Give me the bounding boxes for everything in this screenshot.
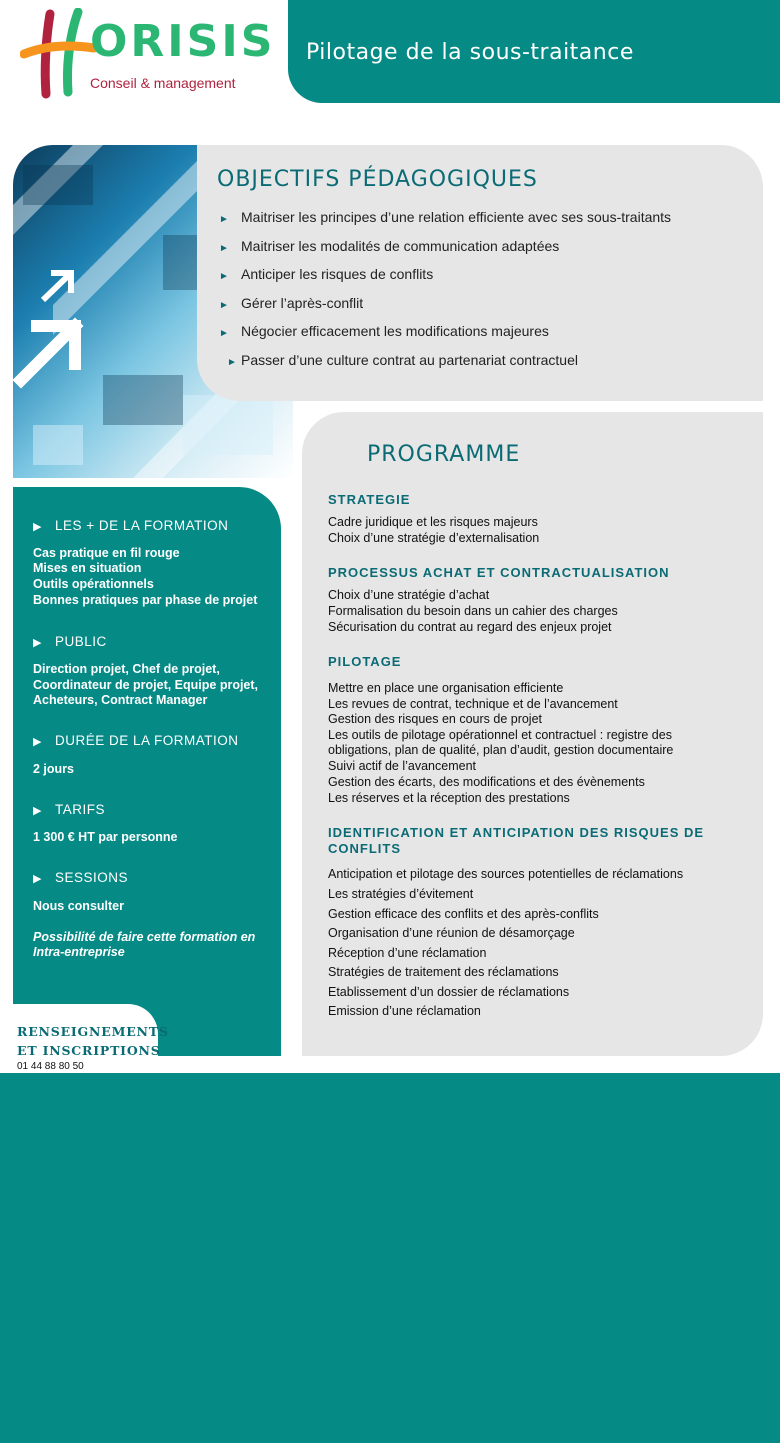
info-sidebar (13, 487, 281, 1056)
sidebar-italic-note: Possibilité de faire cette formation en (33, 930, 256, 944)
objectives-list (219, 209, 671, 381)
sidebar-heading-public: ▶ PUBLIC (33, 634, 107, 649)
sidebar-heading-sessions: ▶ SESSIONS (33, 870, 129, 885)
list-item: ► Maitriser les principes d’une relation efficiente avec ses sous-traitants (219, 209, 672, 225)
section-line: Sécurisation du contrat au regard des enjeux projet (328, 620, 612, 634)
section-line: Gestion des écarts, des modifications et des évènements (328, 775, 645, 789)
sidebar-text: Bonnes pratiques par phase de projet (33, 593, 258, 607)
section-line: obligations, plan de qualité, plan d’audit, gestion documentaire (328, 743, 674, 757)
arrow-icon (21, 326, 75, 380)
section-line: Cadre juridique et les risques majeurs (328, 515, 538, 529)
triangle-bullet-icon: ► (219, 328, 229, 340)
sidebar-heading-duree: ▶ DURÉE DE LA FORMATION (33, 733, 239, 748)
play-triangle-icon: ▶ (33, 805, 42, 817)
section-line: Stratégies de traitement des réclamations (328, 965, 559, 979)
list-item: ► Passer d’une culture contrat au partenariat contractuel (227, 351, 578, 368)
play-triangle-icon: ▶ (33, 873, 42, 885)
contact-phone[interactable]: 01 44 88 80 50 (17, 1061, 84, 1072)
header-band (288, 0, 780, 103)
triangle-bullet-icon: ► (219, 242, 229, 254)
section-title-processus-achat: PROCESSUS ACHAT ET CONTRACTUALISATION (328, 565, 670, 580)
section-line: Les outils de pilotage opérationnel et contractuel : registre des (328, 728, 672, 742)
section-title-strategie: STRATEGIE (328, 492, 411, 507)
section-line: Les stratégies d’évitement (328, 887, 474, 901)
logo-wordmark: ORISIS (90, 16, 276, 67)
logo-h-mark (20, 8, 100, 100)
objectives-title: OBJECTIFS PÉDAGOGIQUES (217, 167, 538, 192)
sidebar-text: Nous consulter (33, 899, 124, 913)
section-line: Choix d’une stratégie d’externalisation (328, 531, 540, 545)
sidebar-text: 1 300 € HT par personne (33, 830, 178, 844)
sidebar-text: Coordinateur de projet, Equipe projet, (33, 678, 259, 692)
section-line: Anticipation et pilotage des sources potentielles de réclamations (328, 867, 684, 881)
page-title: Pilotage de la sous-traitance (306, 40, 634, 65)
section-line: Emission d’une réclamation (328, 1004, 481, 1018)
programme-title: PROGRAMME (367, 442, 521, 467)
section-line: Les revues de contrat, technique et de l’avancement (328, 697, 618, 711)
section-line: Réception d’une réclamation (328, 946, 487, 960)
triangle-bullet-icon: ► (219, 271, 229, 283)
list-item: ► Négocier efficacement les modifications majeures (219, 323, 549, 340)
play-triangle-icon: ▶ (33, 736, 42, 748)
section-line: Les réserves et la réception des prestations (328, 791, 570, 805)
section-title-identification-cont: CONFLITS (328, 841, 401, 856)
programme-panel (302, 412, 763, 1056)
sidebar-italic-note: Intra-entreprise (33, 945, 125, 959)
section-line: Mettre en place une organisation efficiente (328, 681, 564, 695)
sidebar-text: Outils opérationnels (33, 577, 154, 591)
section-title-pilotage: PILOTAGE (328, 654, 402, 669)
play-triangle-icon: ▶ (33, 521, 42, 533)
horisis-logo (20, 8, 276, 100)
sidebar-text: Direction projet, Chef de projet, (33, 662, 220, 676)
section-line: Gestion des risques en cours de projet (328, 712, 543, 726)
sidebar-text: 2 jours (33, 762, 74, 776)
section-line: Organisation d’une réunion de désamorçage (328, 926, 575, 940)
triangle-bullet-icon: ► (219, 299, 229, 311)
triangle-bullet-icon: ► (227, 356, 237, 368)
section-line: Etablissement d’un dossier de réclamations (328, 985, 570, 999)
sidebar-text: Acheteurs, Contract Manager (33, 693, 208, 707)
objectives-panel (197, 145, 763, 401)
list-item: ► Anticiper les risques de conflits (219, 266, 434, 283)
section-line: Choix d’une stratégie d’achat (328, 588, 490, 602)
section-line: Gestion efficace des conflits et des après-conflits (328, 907, 599, 921)
section-line: Suivi actif de l’avancement (328, 759, 476, 773)
triangle-bullet-icon: ► (219, 214, 229, 225)
list-item: ► Gérer l’après-conflit (219, 294, 364, 311)
list-item: ► Maitriser les modalités de communication adaptées (219, 237, 560, 254)
sidebar-heading-plus: ▶ LES + DE LA FORMATION (33, 518, 229, 533)
play-triangle-icon: ▶ (33, 637, 42, 649)
section-line: Formalisation du besoin dans un cahier des charges (328, 604, 618, 618)
logo-tagline: Conseil & management (90, 75, 236, 91)
sidebar-heading-tarifs: ▶ TARIFS (33, 802, 105, 817)
sidebar-text: Mises en situation (33, 561, 142, 575)
contact-title: RENSEIGNEMENTS ET INSCRIPTIONS (17, 1024, 169, 1058)
section-title-identification: IDENTIFICATION ET ANTICIPATION DES RISQUES DE (328, 825, 705, 840)
sidebar-text: Cas pratique en fil rouge (33, 546, 180, 560)
